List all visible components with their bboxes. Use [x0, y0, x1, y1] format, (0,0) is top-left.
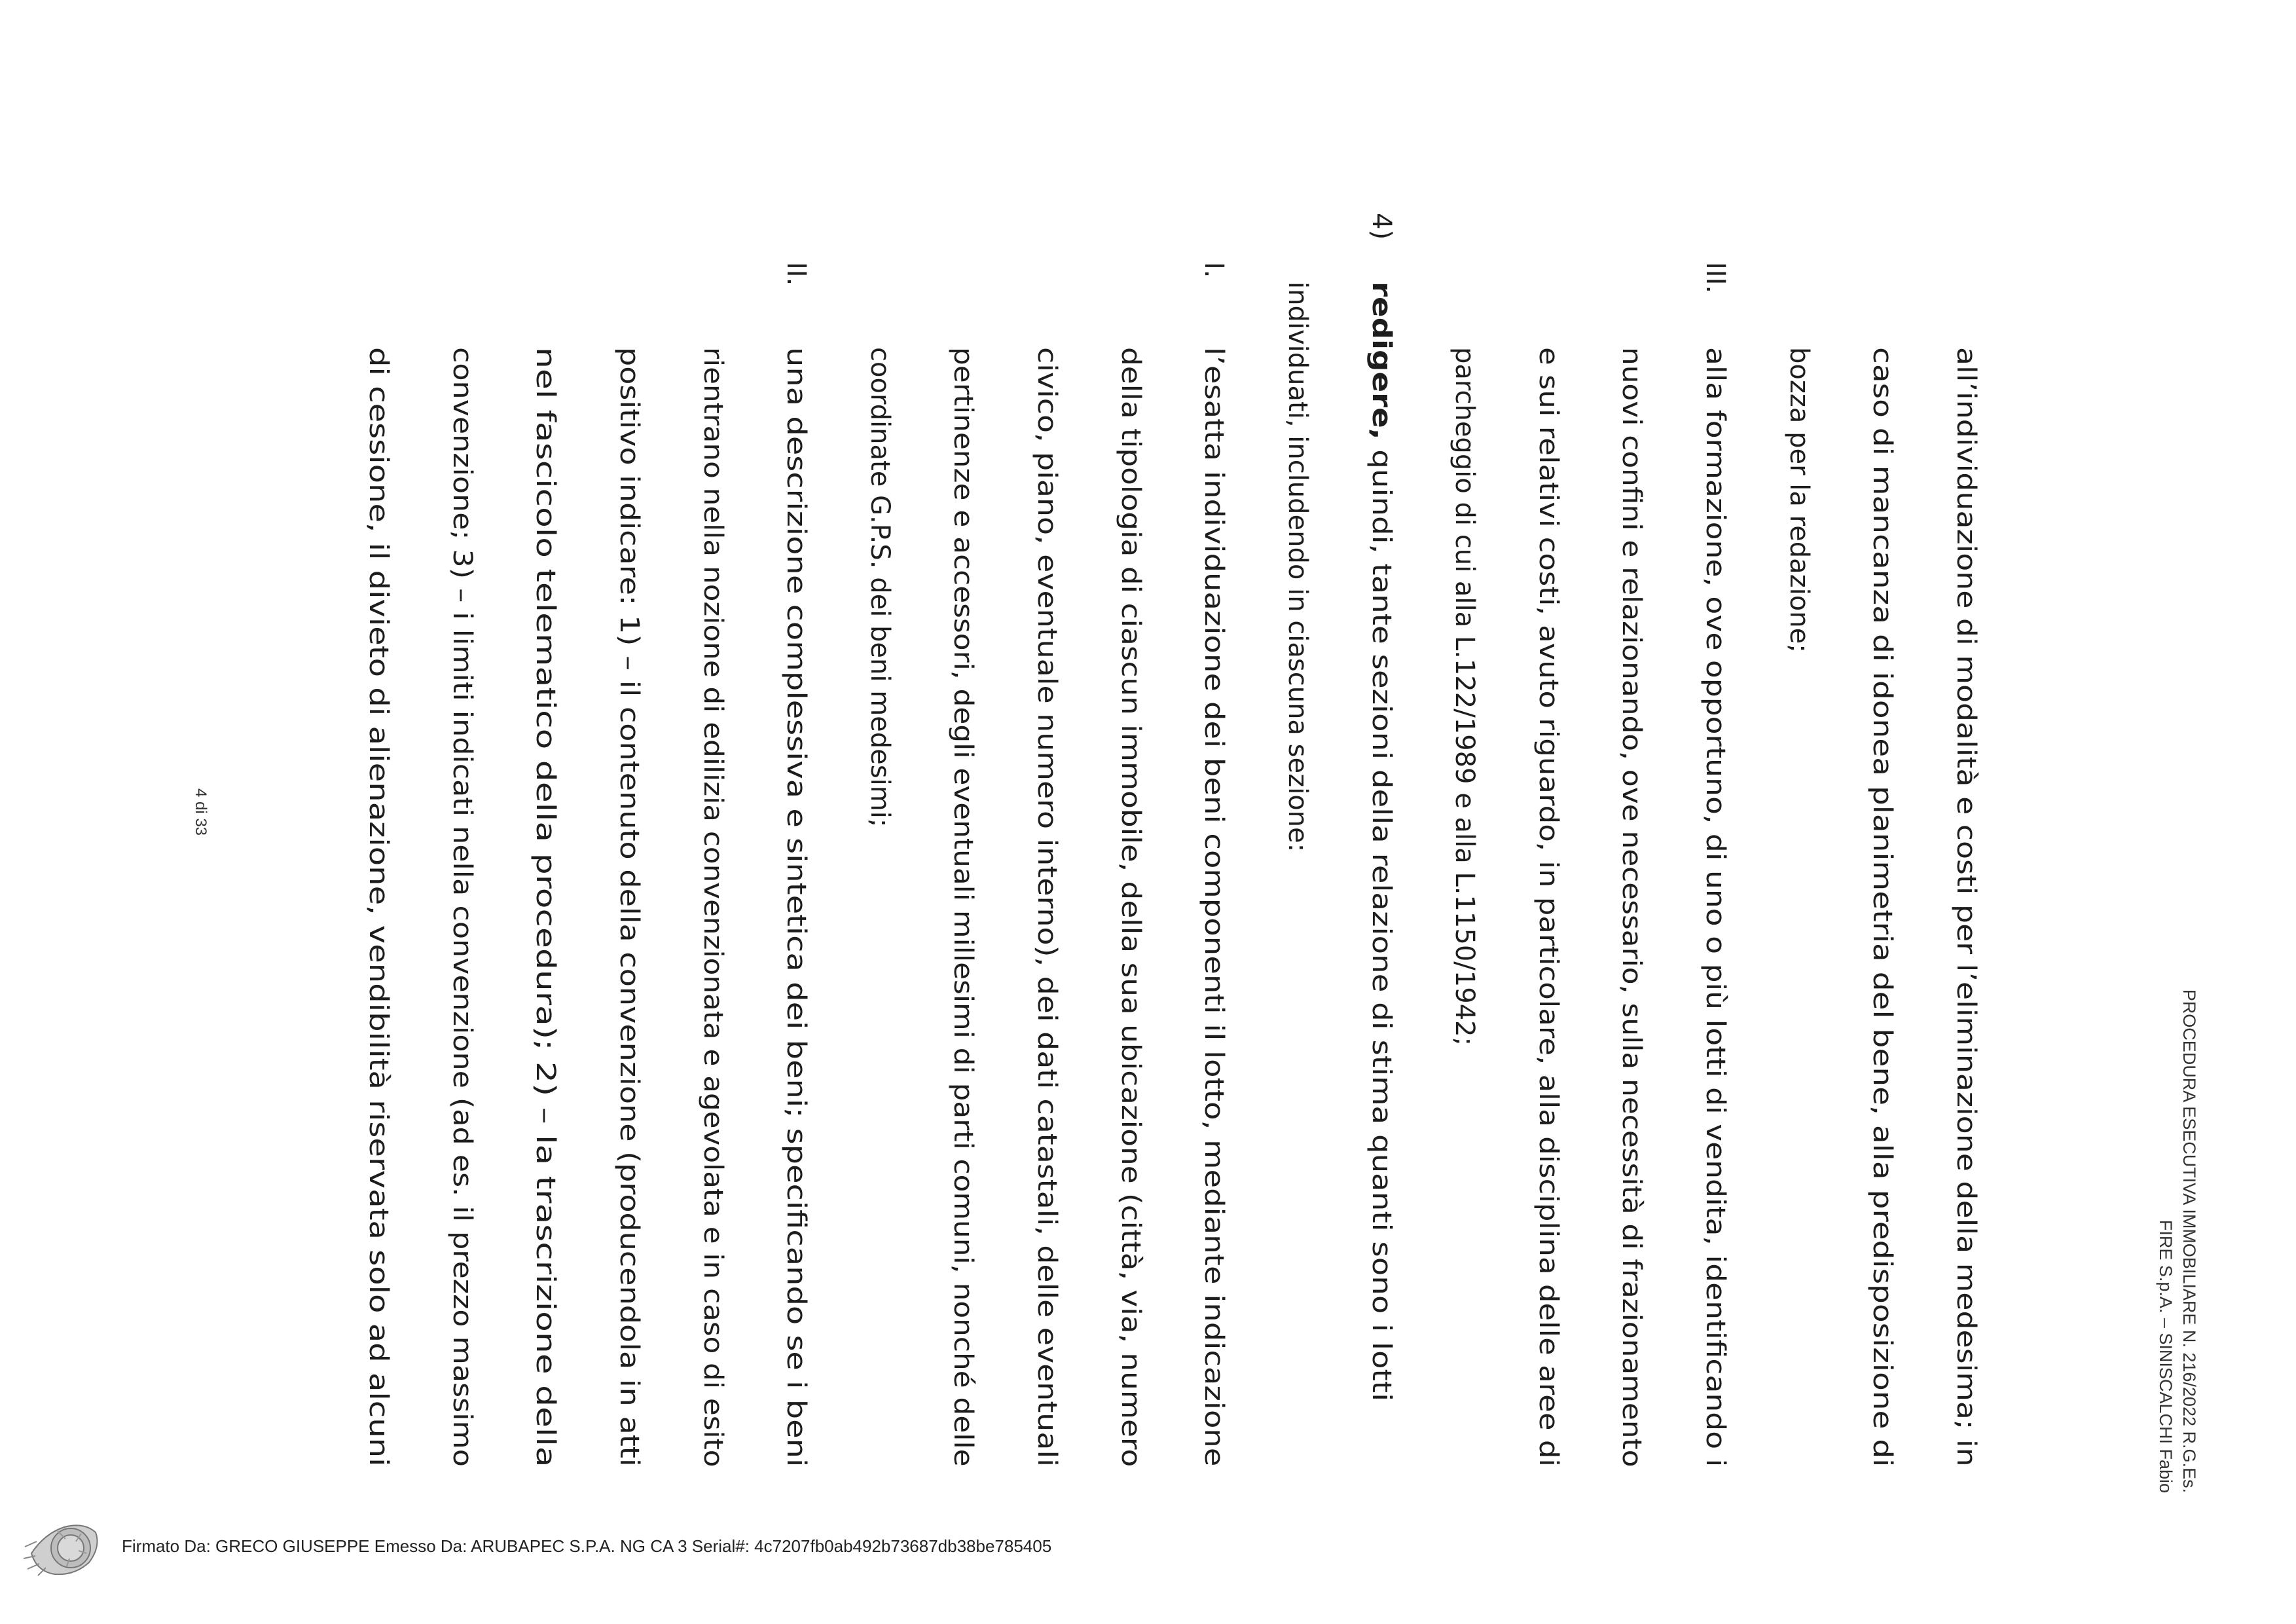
item-number-i: I.	[1199, 262, 1229, 278]
item-number-iii: III.	[1700, 262, 1730, 294]
item-number-4: 4)	[1366, 213, 1396, 240]
body-line: bozza per la redazione;	[1784, 347, 1814, 653]
digital-signature-bar	[18, 1507, 1197, 1586]
body-line: nel fascicolo telematico della procedura); 2) – la trascrizione della	[530, 347, 560, 1467]
body-line: caso di mancanza di idonea planimetria del bene, alla predisposizione di	[1867, 347, 1897, 1467]
header-procedure: PROCEDURA ESECUTIVA IMMOBILIARE N. 216/2022 R.G.Es.	[2179, 989, 2199, 1493]
body-line: rientrano nella nozione di edilizia convenzionata e agevolata e in caso di esito	[698, 347, 728, 1467]
page-number: 4 di 33	[192, 788, 210, 836]
body-line: una descrizione complessiva e sintetica dei beni; specificando se i beni	[781, 347, 811, 1467]
body-line: alla formazione, ove opportuno, di uno o più lotti di vendita, identificando i	[1700, 347, 1730, 1467]
body-line: civico, piano, eventuale numero interno), dei dati catastali, delle eventuali	[1032, 347, 1062, 1467]
body-line: di cessione, il divieto di alienazione, vendibilità riservata solo ad alcuni	[363, 347, 393, 1467]
item-number-ii: II.	[781, 262, 811, 286]
body-line: pertinenze e accessori, degli eventuali millesimi di parti comuni, nonché delle	[948, 347, 978, 1467]
body-line: e sui relativi costi, avuto riguardo, in particolare, alla disciplina delle aree di	[1533, 347, 1563, 1467]
body-line: nuovi confini e relazionando, ove necessario, sulla necessità di frazionamento	[1616, 347, 1647, 1467]
body-line: all’individuazione di modalità e costi per l’eliminazione della medesima; in	[1951, 347, 1981, 1467]
body-line: della tipologia di ciascun immobile, della sua ubicazione (città, via, numero	[1116, 347, 1146, 1467]
keyword-redigere: redigere,	[1366, 282, 1396, 440]
body-line: coordinate G.P.S. dei beni medesimi;	[865, 347, 895, 828]
body-line: positivo indicare: 1) – il contenuto della convenzione (producendola in atti	[614, 347, 644, 1467]
seal-icon	[18, 1507, 103, 1586]
body-line: redigere, quindi, tante sezioni della relazione di stima quanti sono i lotti	[1366, 282, 1396, 1402]
header-parties: FIRE S.p.A. – SINISCALCHI Fabio	[2156, 1219, 2176, 1493]
body-line: l’esatta individuazione dei beni componenti il lotto, mediante indicazione	[1199, 347, 1229, 1467]
body-line: individuati, includendo in ciascuna sezione:	[1283, 282, 1313, 853]
signature-text: Firmato Da: GRECO GIUSEPPE Emesso Da: ARUBAPEC S.P.A. NG CA 3 Serial#: 4c7207fb0ab492b73687db38be785405	[122, 1536, 1052, 1556]
body-line: parcheggio di cui alla L.122/1989 e alla L.1150/1942;	[1449, 347, 1480, 1046]
body-line: convenzione; 3) – i limiti indicati nella convenzione (ad es. il prezzo massimo	[447, 347, 477, 1467]
